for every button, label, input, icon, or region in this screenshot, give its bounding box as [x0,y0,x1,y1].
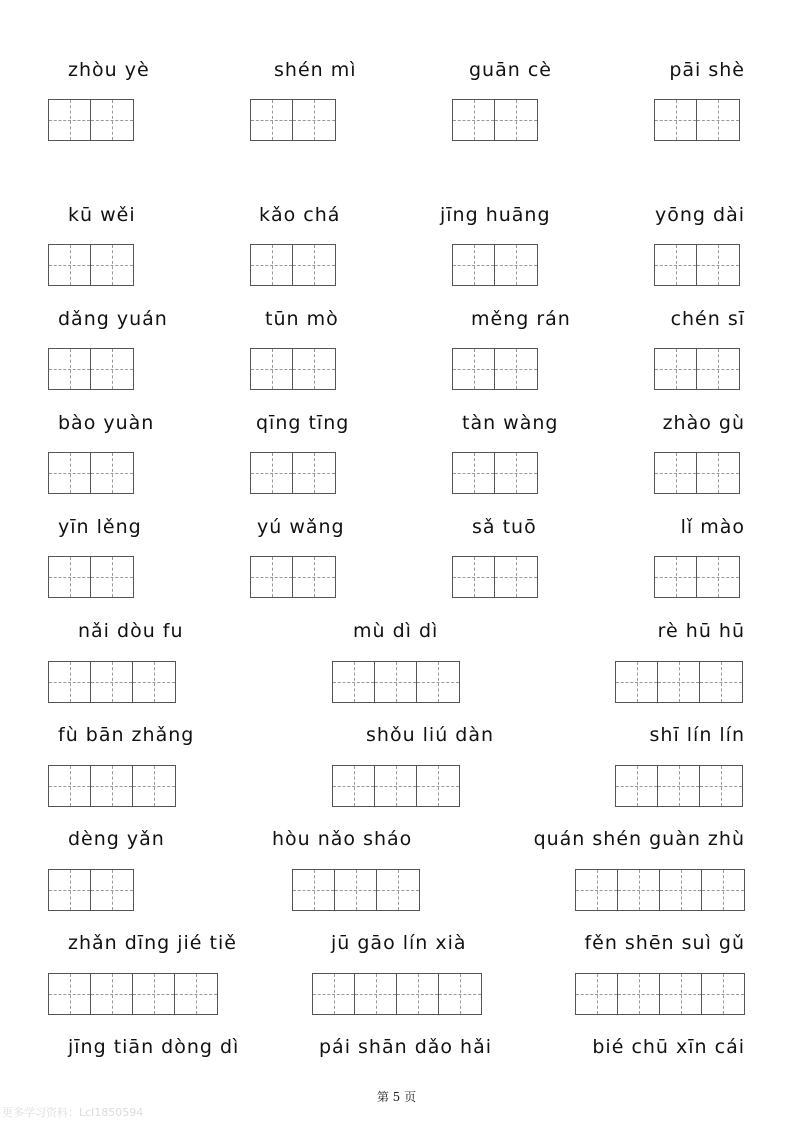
tianzige-cell[interactable] [91,766,133,806]
writing-grid[interactable] [654,556,740,598]
pinyin-prompt: kū wěi [68,204,136,226]
tianzige-cell[interactable] [133,974,175,1014]
tianzige-cell[interactable] [697,453,739,493]
writing-grid[interactable] [654,244,740,286]
tianzige-cell[interactable] [375,662,417,702]
tianzige-cell[interactable] [453,245,495,285]
pinyin-prompt: yīn lěng [58,516,142,538]
tianzige-cell[interactable] [495,245,537,285]
tianzige-cell[interactable] [697,245,739,285]
tianzige-cell[interactable] [251,557,293,597]
tianzige-cell[interactable] [616,766,658,806]
pinyin-prompt: shén mì [274,59,357,81]
writing-grid[interactable] [332,661,460,703]
tianzige-cell[interactable] [618,870,660,910]
tianzige-cell[interactable] [375,766,417,806]
tianzige-cell[interactable] [453,453,495,493]
tianzige-cell[interactable] [658,662,700,702]
pinyin-prompt: shī lín lín [649,724,745,746]
tianzige-cell[interactable] [293,557,335,597]
tianzige-cell[interactable] [49,766,91,806]
tianzige-cell[interactable] [49,349,91,389]
tianzige-cell[interactable] [702,974,744,1014]
writing-grid[interactable] [654,348,740,390]
tianzige-cell[interactable] [49,453,91,493]
writing-grid[interactable] [332,765,460,807]
pinyin-prompt: jīng tiān dòng dì [68,1036,240,1058]
pinyin-prompt: guān cè [469,59,552,81]
tianzige-cell[interactable] [702,870,744,910]
writing-grid[interactable] [452,348,538,390]
tianzige-cell[interactable] [655,100,697,140]
pinyin-prompt: fù bān zhǎng [58,724,195,746]
writing-grid[interactable] [48,973,218,1015]
tianzige-cell[interactable] [91,557,133,597]
tianzige-cell[interactable] [91,974,133,1014]
tianzige-cell[interactable] [251,453,293,493]
writing-grid[interactable] [654,452,740,494]
tianzige-cell[interactable] [251,100,293,140]
writing-grid[interactable] [312,973,482,1015]
tianzige-cell[interactable] [377,870,419,910]
tianzige-cell[interactable] [133,766,175,806]
tianzige-cell[interactable] [251,349,293,389]
pinyin-prompt: tūn mò [265,308,339,330]
tianzige-cell[interactable] [49,974,91,1014]
pinyin-prompt: pāi shè [669,59,745,81]
tianzige-cell[interactable] [293,870,335,910]
pinyin-prompt: rè hū hū [657,620,745,642]
tianzige-cell[interactable] [655,349,697,389]
tianzige-cell[interactable] [313,974,355,1014]
writing-grid[interactable] [250,348,336,390]
tianzige-cell[interactable] [495,100,537,140]
writing-grid[interactable] [48,556,134,598]
tianzige-cell[interactable] [91,453,133,493]
tianzige-cell[interactable] [49,245,91,285]
tianzige-cell[interactable] [293,453,335,493]
pinyin-prompt: hòu nǎo sháo [272,828,413,850]
tianzige-cell[interactable] [335,870,377,910]
tianzige-cell[interactable] [49,662,91,702]
tianzige-cell[interactable] [655,453,697,493]
writing-grid[interactable] [250,99,336,141]
tianzige-cell[interactable] [293,100,335,140]
pinyin-prompt: zhǎn dīng jié tiě [68,932,237,954]
tianzige-cell[interactable] [355,974,397,1014]
pinyin-prompt: yōng dài [655,204,745,226]
tianzige-cell[interactable] [91,662,133,702]
tianzige-cell[interactable] [700,662,742,702]
tianzige-cell[interactable] [453,557,495,597]
pinyin-prompt: jū gāo lín xià [331,932,467,954]
tianzige-cell[interactable] [495,557,537,597]
tianzige-cell[interactable] [417,766,459,806]
tianzige-cell[interactable] [616,662,658,702]
pinyin-prompt: shǒu liú dàn [366,724,495,746]
pinyin-prompt: bào yuàn [58,412,155,434]
writing-grid[interactable] [250,556,336,598]
writing-grid[interactable] [48,765,176,807]
tianzige-cell[interactable] [697,100,739,140]
writing-grid[interactable] [48,869,134,911]
tianzige-cell[interactable] [697,557,739,597]
pinyin-prompt: měng rán [471,308,571,330]
pinyin-prompt: kǎo chá [259,204,341,226]
tianzige-cell[interactable] [453,100,495,140]
writing-grid[interactable] [615,765,743,807]
tianzige-cell[interactable] [453,349,495,389]
pinyin-prompt: pái shān dǎo hǎi [319,1036,493,1058]
pinyin-prompt: zhòu yè [68,59,150,81]
writing-grid[interactable] [452,556,538,598]
tianzige-cell[interactable] [697,349,739,389]
tianzige-cell[interactable] [91,245,133,285]
writing-grid[interactable] [575,869,745,911]
tianzige-cell[interactable] [251,245,293,285]
tianzige-cell[interactable] [658,766,700,806]
writing-grid[interactable] [292,869,420,911]
tianzige-cell[interactable] [293,349,335,389]
pinyin-prompt: tàn wàng [462,412,559,434]
writing-grid[interactable] [452,452,538,494]
pinyin-prompt: dèng yǎn [68,828,165,850]
tianzige-cell[interactable] [495,453,537,493]
pinyin-prompt: jīng huāng [440,204,551,226]
writing-grid[interactable] [654,99,740,141]
writing-grid[interactable] [452,244,538,286]
writing-grid[interactable] [48,99,134,141]
tianzige-cell[interactable] [655,557,697,597]
tianzige-cell[interactable] [417,662,459,702]
writing-grid[interactable] [48,452,134,494]
tianzige-cell[interactable] [333,766,375,806]
tianzige-cell[interactable] [660,974,702,1014]
writing-grid[interactable] [452,99,538,141]
tianzige-cell[interactable] [133,662,175,702]
tianzige-cell[interactable] [397,974,439,1014]
tianzige-cell[interactable] [49,870,91,910]
pinyin-prompt: dǎng yuán [58,308,168,330]
pinyin-prompt: lǐ mào [680,516,745,538]
tianzige-cell[interactable] [49,100,91,140]
pinyin-prompt: nǎi dòu fu [78,620,184,642]
tianzige-cell[interactable] [49,557,91,597]
tianzige-cell[interactable] [91,349,133,389]
pinyin-prompt: mù dì dì [353,620,439,642]
writing-grid[interactable] [250,452,336,494]
writing-grid[interactable] [48,348,134,390]
tianzige-cell[interactable] [618,974,660,1014]
tianzige-cell[interactable] [91,870,133,910]
tianzige-cell[interactable] [655,245,697,285]
watermark: 更多学习资料：Lcl1850594 [2,1106,144,1119]
pinyin-prompt: sǎ tuō [472,516,537,538]
tianzige-cell[interactable] [91,100,133,140]
tianzige-cell[interactable] [293,245,335,285]
tianzige-cell[interactable] [175,974,217,1014]
tianzige-cell[interactable] [439,974,481,1014]
tianzige-cell[interactable] [660,870,702,910]
pinyin-prompt: chén sī [670,308,745,330]
tianzige-cell[interactable] [700,766,742,806]
pinyin-prompt: qīng tīng [256,412,350,434]
pinyin-prompt: zhào gù [662,412,745,434]
pinyin-prompt: bié chū xīn cái [592,1036,745,1058]
pinyin-prompt: yú wǎng [257,516,345,538]
writing-grid[interactable] [250,244,336,286]
tianzige-cell[interactable] [495,349,537,389]
pinyin-prompt: fěn shēn suì gǔ [584,932,745,954]
writing-grid[interactable] [48,661,176,703]
writing-grid[interactable] [575,973,745,1015]
pinyin-prompt: quán shén guàn zhù [533,828,745,850]
tianzige-cell[interactable] [576,974,618,1014]
page-number: 第 5 页 [376,1090,417,1104]
tianzige-cell[interactable] [576,870,618,910]
writing-grid[interactable] [615,661,743,703]
writing-grid[interactable] [48,244,134,286]
tianzige-cell[interactable] [333,662,375,702]
